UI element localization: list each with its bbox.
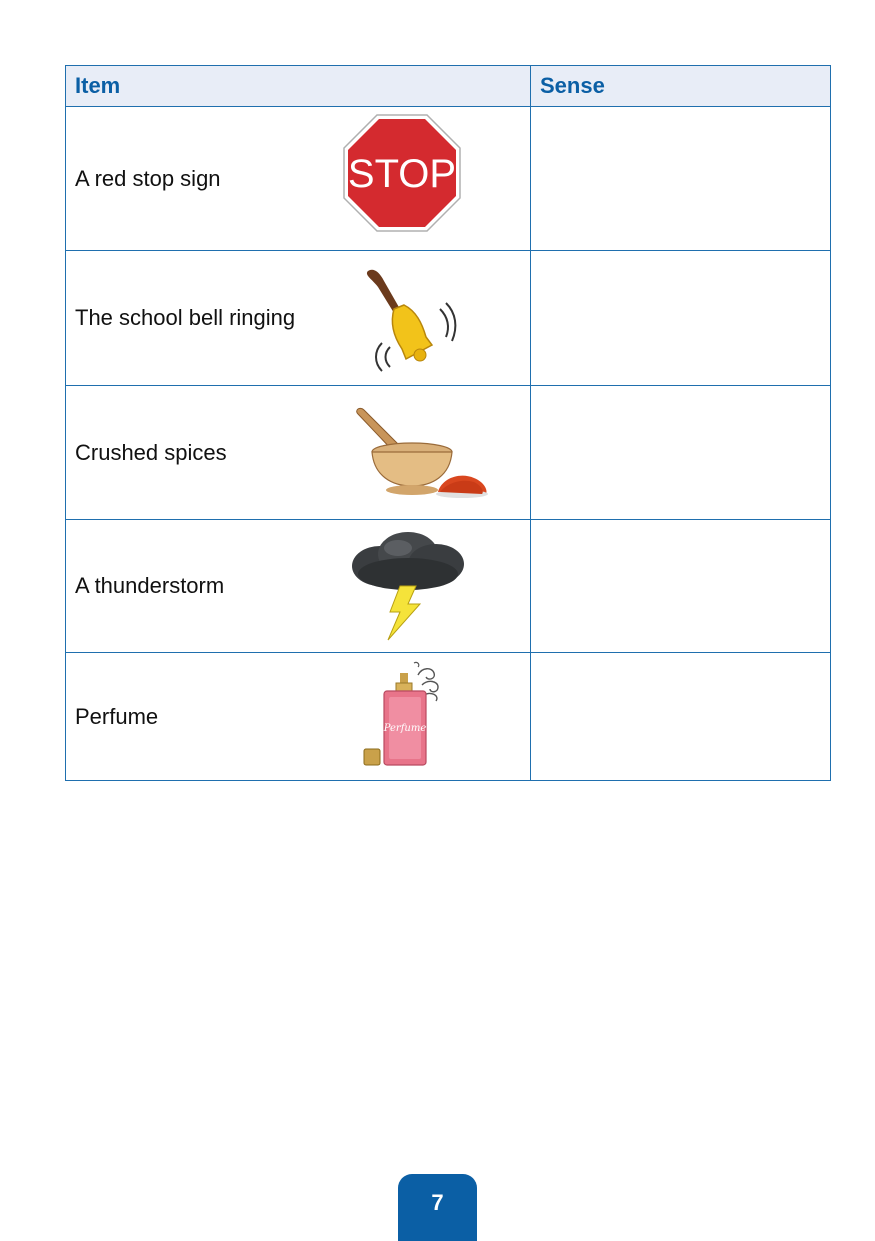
page-number: 7 <box>431 1190 444 1215</box>
sense-cell[interactable] <box>531 107 831 251</box>
item-cell <box>66 251 531 386</box>
table-row <box>66 520 831 653</box>
item-label: A thunderstorm <box>75 573 225 598</box>
stop-sign-text: STOP <box>347 152 457 196</box>
worksheet-table <box>65 65 831 781</box>
table-row <box>66 653 831 781</box>
table-row <box>66 386 831 520</box>
item-label: The school bell ringing <box>75 305 296 330</box>
item-cell <box>66 107 531 251</box>
table-row <box>66 251 831 386</box>
item-label: Perfume <box>75 703 159 729</box>
storm-cloud-lightning-icon <box>348 526 468 646</box>
perfume-bottle-icon <box>362 661 452 771</box>
ringing-bell-icon <box>356 265 466 375</box>
header-item: Item <box>66 66 531 107</box>
perfume-bottle-label: Perfume <box>383 723 427 734</box>
sense-cell[interactable] <box>531 251 831 386</box>
table-row <box>66 107 831 251</box>
item-label: Crushed spices <box>75 439 227 465</box>
header-sense: Sense <box>531 66 831 107</box>
sense-cell[interactable] <box>531 653 831 781</box>
sense-cell[interactable] <box>531 386 831 520</box>
item-cell <box>66 653 531 781</box>
item-cell <box>66 520 531 653</box>
item-cell <box>66 386 531 520</box>
item-label: A red stop sign <box>75 165 221 191</box>
stop-sign-icon <box>342 113 462 233</box>
sense-cell[interactable] <box>531 520 831 653</box>
page-number-tab <box>398 1174 477 1241</box>
table-header-row <box>66 66 831 107</box>
mortar-pestle-spices-icon <box>352 406 492 502</box>
